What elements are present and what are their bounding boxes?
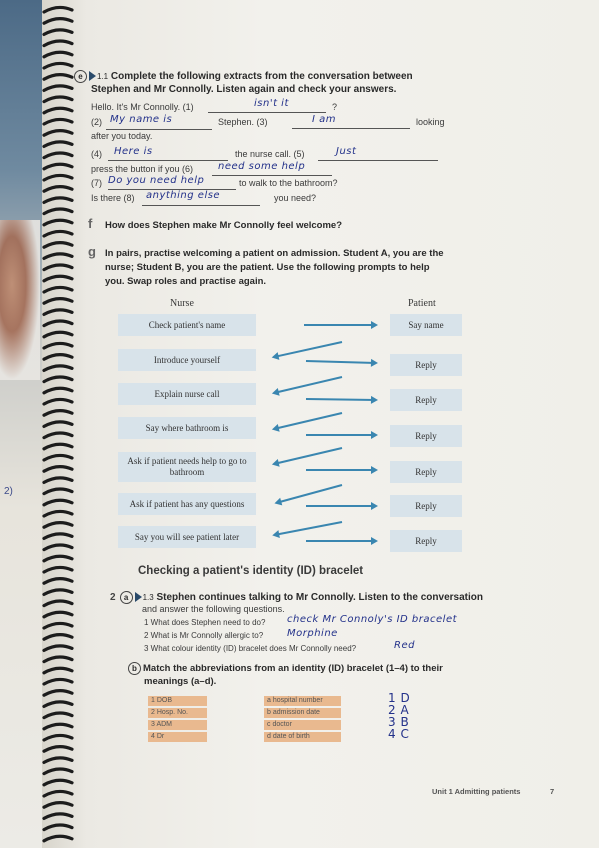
spiral-ring xyxy=(44,724,72,729)
spiral-ring xyxy=(44,7,72,12)
line-4-start: (4) xyxy=(91,149,102,159)
patient-prompt: Say name xyxy=(390,314,462,336)
photo-person xyxy=(0,220,40,380)
line-1-end: ? xyxy=(332,102,338,112)
spiral-ring xyxy=(44,220,72,225)
ex-g-instr-1: In pairs, practise welcoming a patient on admission. Student A, you are the xyxy=(105,248,444,259)
spiral-ring xyxy=(44,153,72,158)
flow-arrow xyxy=(274,412,342,430)
ex-g-instr-3: you. Swap roles and practise again. xyxy=(105,276,267,287)
spiral-ring xyxy=(44,590,72,595)
spiral-ring xyxy=(44,377,72,382)
spiral-ring xyxy=(44,19,72,24)
instr-line-1: Complete the following extracts from the conversation between xyxy=(110,71,413,82)
spiral-ring xyxy=(44,702,72,707)
answer-4: Here is xyxy=(114,146,153,157)
spiral-ring xyxy=(44,142,72,147)
match-answer: 3 B xyxy=(388,715,410,729)
spiral-ring xyxy=(44,511,72,516)
spiral-ring xyxy=(44,343,72,348)
nurse-prompt: Ask if patient needs help to go to bathroom xyxy=(118,452,256,482)
spiral-ring xyxy=(44,747,72,752)
patient-prompt: Reply xyxy=(390,354,462,376)
abbreviation: 3 ADM xyxy=(148,720,207,730)
abbreviation: 1 DOB xyxy=(148,696,207,706)
spiral-ring xyxy=(44,668,72,673)
answer-8: anything else xyxy=(146,190,221,201)
spiral-ring xyxy=(44,108,72,113)
flow-arrow xyxy=(306,434,376,436)
q3: 3 What colour identity (ID) bracelet does Mr Connolly need? xyxy=(144,644,357,653)
line-6-end: to walk to the bathroom? xyxy=(239,178,338,188)
ex-2b-instr-1 xyxy=(128,662,443,675)
spiral-ring xyxy=(44,735,72,740)
patient-prompt: Reply xyxy=(390,461,462,483)
flow-arrow xyxy=(306,505,376,507)
spiral-ring xyxy=(44,612,72,617)
ex-e-instr-line-2: Stephen and Mr Connolly. Listen again and check your answers. xyxy=(91,84,397,95)
spiral-ring xyxy=(44,131,72,136)
flow-arrow xyxy=(276,484,343,504)
ex-g-letter: g xyxy=(88,244,96,259)
blank-8 xyxy=(142,205,260,206)
ex2b-instr-text: Match the abbreviations from an identity (ID) bracelet (1–4) to their xyxy=(143,663,443,674)
spiral-ring xyxy=(44,780,72,785)
spiral-ring xyxy=(44,422,72,427)
spiral-ring xyxy=(44,265,72,270)
spiral-ring xyxy=(44,52,72,57)
spiral-ring xyxy=(44,635,72,640)
spiral-ring xyxy=(44,321,72,326)
footer-page: 7 xyxy=(550,787,555,796)
ex-2a-instr-2: and answer the following questions. xyxy=(142,604,285,614)
footer-unit: Unit 1 Admitting patients xyxy=(432,787,521,796)
blank-4 xyxy=(108,160,228,161)
line-2-start: (2) xyxy=(91,117,102,127)
patient-prompt: Reply xyxy=(390,389,462,411)
meaning: d date of birth xyxy=(264,732,341,742)
meaning: a hospital number xyxy=(264,696,341,706)
spiral-ring xyxy=(44,500,72,505)
line-1-start: Hello. It's Mr Connolly. (1) xyxy=(91,102,194,112)
spiral-ring xyxy=(44,679,72,684)
spiral-ring xyxy=(44,388,72,393)
ex-2b-letter: b xyxy=(128,662,141,675)
spiral-ring xyxy=(44,455,72,460)
spiral-ring xyxy=(44,444,72,449)
spiral-ring xyxy=(44,63,72,68)
spiral-ring xyxy=(44,691,72,696)
nurse-prompt: Say you will see patient later xyxy=(118,526,256,548)
q1: 1 What does Stephen need to do? xyxy=(144,618,266,627)
spiral-ring xyxy=(44,657,72,662)
spiral-ring xyxy=(44,534,72,539)
ex-e-instruction xyxy=(74,70,413,83)
ex-g-instr-2: nurse; Student B, you are the patient. Use the following prompts to help xyxy=(105,262,430,273)
answer-q1: check Mr Connoly's ID bracelet xyxy=(287,614,458,625)
answer-7: Do you need help xyxy=(108,175,205,186)
answer-6: need some help xyxy=(218,161,306,172)
flow-arrow xyxy=(304,324,376,326)
abbreviation: 2 Hosp. No. xyxy=(148,708,207,718)
line-3: after you today. xyxy=(91,131,153,141)
match-answer: 4 C xyxy=(388,727,410,741)
answer-1: isn't it xyxy=(254,98,289,109)
book-page xyxy=(42,0,599,848)
ex-2a-letter: a xyxy=(120,591,133,604)
spiral-ring xyxy=(44,556,72,561)
spiral-ring xyxy=(44,646,72,651)
spiral-ring xyxy=(44,287,72,292)
audio-icon[interactable] xyxy=(89,71,96,81)
spiral-ring xyxy=(44,433,72,438)
line-2-mid: Stephen. (3) xyxy=(218,117,268,127)
audio-icon-2[interactable] xyxy=(135,592,142,602)
flow-arrow xyxy=(274,376,342,394)
abbreviation: 4 Dr xyxy=(148,732,207,742)
line-7-end: you need? xyxy=(274,193,317,203)
answer-q3: Red xyxy=(394,640,415,651)
flow-arrow xyxy=(306,469,376,471)
spiral-ring xyxy=(44,299,72,304)
spiral-ring xyxy=(44,231,72,236)
flow-arrow xyxy=(306,398,376,401)
spiral-ring xyxy=(44,366,72,371)
spiral-ring xyxy=(44,791,72,796)
track-number: 1.1 xyxy=(97,72,109,81)
blank-2 xyxy=(106,129,212,130)
spiral-ring xyxy=(44,836,72,841)
match-answer: 2 A xyxy=(388,703,410,717)
ex-f-letter: f xyxy=(88,216,93,231)
patient-prompt: Reply xyxy=(390,530,462,552)
spiral-ring xyxy=(44,411,72,416)
spiral-ring xyxy=(44,545,72,550)
spiral-ring xyxy=(44,601,72,606)
spiral-ring xyxy=(44,523,72,528)
spiral-ring xyxy=(44,254,72,259)
spiral-ring xyxy=(44,489,72,494)
ex-2-number: 2 xyxy=(110,592,116,603)
track-number-2: 1.3 xyxy=(142,593,154,602)
answer-5: Just xyxy=(336,146,357,157)
spiral-ring xyxy=(44,86,72,91)
meaning: c doctor xyxy=(264,720,341,730)
flow-arrow xyxy=(274,447,342,465)
nurse-prompt: Introduce yourself xyxy=(118,349,256,371)
spiral-ring xyxy=(44,579,72,584)
meaning: b admission date xyxy=(264,708,341,718)
spiral-ring xyxy=(44,803,72,808)
spiral-ring xyxy=(44,75,72,80)
spiral-ring xyxy=(44,814,72,819)
answer-q2: Morphine xyxy=(287,628,338,639)
flow-arrow xyxy=(306,360,376,364)
spiral-ring xyxy=(44,769,72,774)
spiral-binding xyxy=(42,0,104,848)
spiral-ring xyxy=(44,175,72,180)
blank-6 xyxy=(212,175,332,176)
margin-mark: 2) xyxy=(4,486,13,497)
spiral-ring xyxy=(44,164,72,169)
spiral-ring xyxy=(44,623,72,628)
section-title: Checking a patient's identity (ID) bracelet xyxy=(138,565,364,577)
spiral-ring xyxy=(44,399,72,404)
patient-prompt: Reply xyxy=(390,425,462,447)
q2: 2 What is Mr Connolly allergic to? xyxy=(144,631,264,640)
flow-arrow xyxy=(274,521,342,536)
ex-2b-instr-2: meanings (a–d). xyxy=(144,676,217,687)
nurse-prompt: Check patient's name xyxy=(118,314,256,336)
ex-2a-instr-1 xyxy=(110,591,483,604)
line-2-end: looking xyxy=(416,117,445,127)
spiral-ring xyxy=(44,825,72,830)
answer-2: My name is xyxy=(110,114,173,125)
blank-5 xyxy=(318,160,438,161)
spiral-ring xyxy=(44,41,72,46)
spiral-ring xyxy=(44,30,72,35)
nurse-header: Nurse xyxy=(170,298,194,309)
patient-prompt: Reply xyxy=(390,495,462,517)
nurse-prompt: Explain nurse call xyxy=(118,383,256,405)
blank-1 xyxy=(208,112,326,113)
spiral-ring xyxy=(44,97,72,102)
spiral-ring xyxy=(44,758,72,763)
ex-e-letter: e xyxy=(74,70,87,83)
nurse-prompt: Say where bathroom is xyxy=(118,417,256,439)
spiral-ring xyxy=(44,467,72,472)
spiral-ring xyxy=(44,478,72,483)
flow-arrow xyxy=(274,341,342,358)
flow-arrow xyxy=(306,540,376,542)
answer-3: I am xyxy=(312,114,336,125)
line-7-start: Is there (8) xyxy=(91,193,135,203)
spiral-ring xyxy=(44,209,72,214)
spiral-ring xyxy=(44,119,72,124)
spiral-ring xyxy=(44,310,72,315)
ex-f-question: How does Stephen make Mr Connolly feel welcome? xyxy=(105,220,343,231)
patient-header: Patient xyxy=(408,298,436,309)
line-5-start: press the button if you (6) xyxy=(91,164,194,174)
spiral-ring xyxy=(44,567,72,572)
line-6-start: (7) xyxy=(91,178,102,188)
blank-3 xyxy=(292,128,410,129)
spiral-ring xyxy=(44,276,72,281)
nurse-prompt: Ask if patient has any questions xyxy=(118,493,256,515)
spiral-ring xyxy=(44,187,72,192)
spiral-ring xyxy=(44,198,72,203)
spiral-ring xyxy=(44,243,72,248)
spiral-ring xyxy=(44,355,72,360)
match-answer: 1 D xyxy=(388,691,411,705)
ex2-instr-text: Stephen continues talking to Mr Connolly. Listen to the conversation xyxy=(156,592,483,603)
spiral-ring xyxy=(44,713,72,718)
spiral-ring xyxy=(44,332,72,337)
line-4-mid: the nurse call. (5) xyxy=(235,149,305,159)
